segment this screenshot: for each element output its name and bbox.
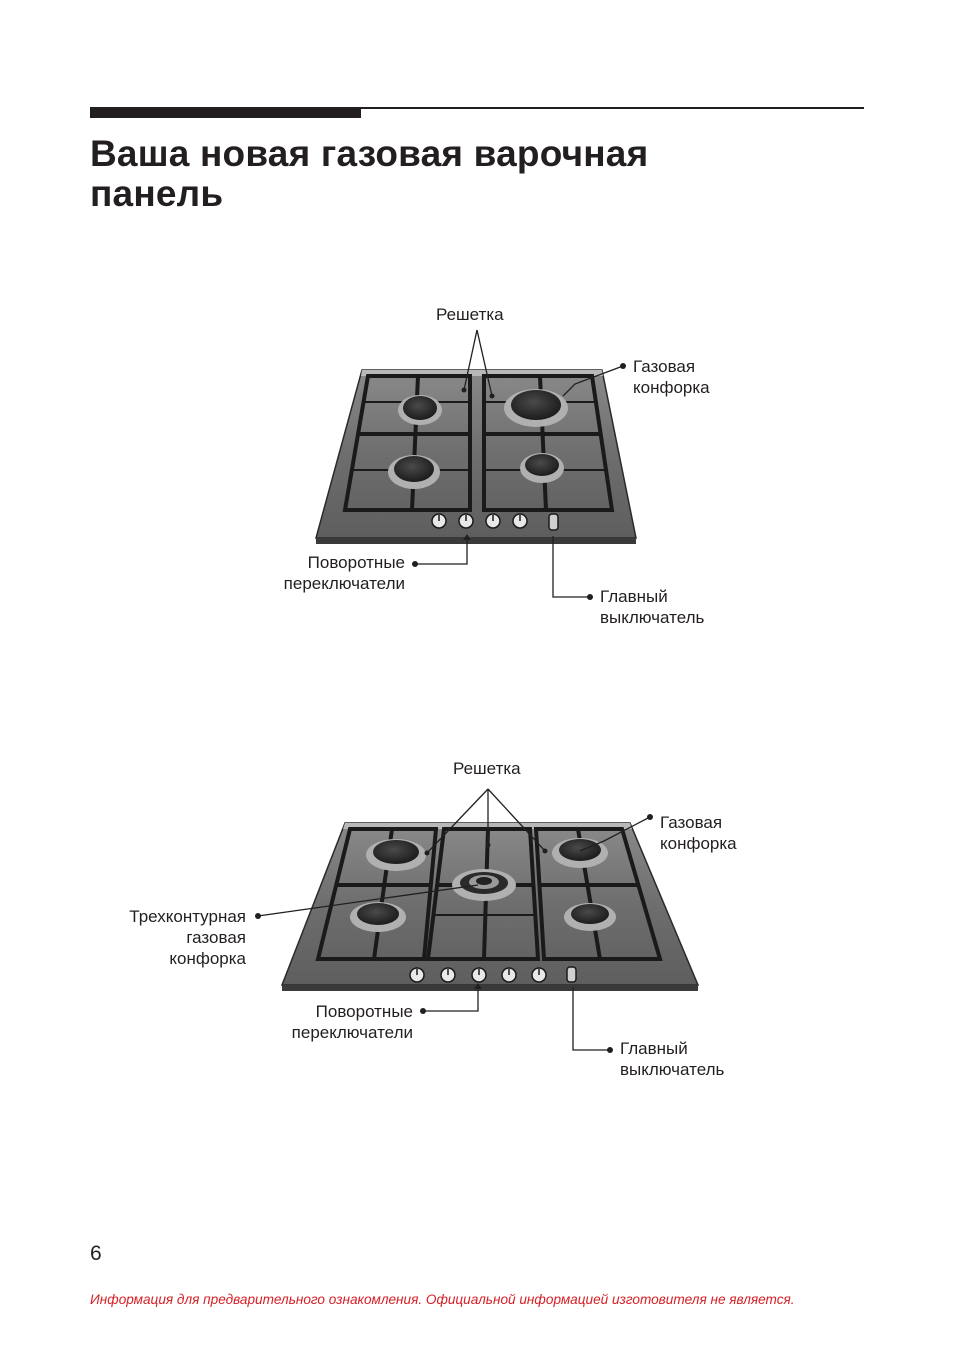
hob-diagram-four-burner bbox=[0, 290, 954, 650]
knob-1 bbox=[410, 968, 424, 982]
knob-5 bbox=[532, 968, 546, 982]
page-title-line-2: панель bbox=[90, 173, 224, 214]
burner-front-right bbox=[564, 903, 616, 931]
label-main-switch-bottom-line-2: выключатель bbox=[620, 1060, 725, 1079]
knob-1 bbox=[432, 514, 446, 528]
label-gas-burner-top-line-2: конфорка bbox=[633, 378, 710, 397]
knob-2 bbox=[459, 514, 473, 528]
page-number: 6 bbox=[90, 1242, 102, 1265]
knob-4 bbox=[502, 968, 516, 982]
burner-triple-ring bbox=[452, 869, 516, 901]
burner-front-left bbox=[388, 455, 440, 489]
label-gas-burner-bottom-line-1: Газовая bbox=[660, 813, 723, 832]
label-knobs-bottom-line-1: Поворотные bbox=[315, 1002, 413, 1021]
burner-rear-left bbox=[398, 395, 442, 425]
label-triple-burner-line-2: газовая bbox=[186, 928, 246, 947]
knob-2 bbox=[441, 968, 455, 982]
label-main-switch-bottom bbox=[620, 1038, 724, 1080]
burner-front-left bbox=[350, 902, 406, 932]
page-title-line-1: Ваша новая газовая варочная bbox=[90, 133, 649, 174]
disclaimer: Информация для предварительного ознакомления. Официальной информацией изготовителя не является. bbox=[90, 1292, 795, 1307]
label-main-switch-bottom-line-1: Главный bbox=[620, 1039, 688, 1058]
burner-rear-left bbox=[366, 839, 426, 871]
burner-front-right bbox=[520, 453, 564, 483]
label-knobs-top-line-2: переключатели bbox=[283, 574, 405, 593]
label-knobs-top-line-1: Поворотные bbox=[307, 553, 405, 572]
main-switch bbox=[567, 967, 576, 982]
main-switch bbox=[549, 514, 558, 530]
knob-4 bbox=[513, 514, 527, 528]
label-main-switch-top-line-1: Главный bbox=[600, 587, 668, 606]
label-gas-burner-top-line-1: Газовая bbox=[633, 357, 696, 376]
header-rule-thick bbox=[90, 109, 361, 118]
label-knobs-bottom-line-2: переключатели bbox=[291, 1023, 413, 1042]
label-knobs-top bbox=[255, 552, 405, 594]
label-main-switch-top bbox=[600, 586, 704, 628]
label-gas-burner-bottom-line-2: конфорка bbox=[660, 834, 737, 853]
page-title bbox=[90, 134, 648, 214]
label-knobs-bottom bbox=[263, 1001, 413, 1043]
knob-3 bbox=[472, 968, 486, 982]
knob-3 bbox=[486, 514, 500, 528]
hob-illustration-four-burner bbox=[0, 290, 954, 650]
label-triple-burner-line-3: конфорка bbox=[169, 949, 246, 968]
label-main-switch-top-line-2: выключатель bbox=[600, 608, 705, 627]
burner-rear-right-large bbox=[504, 389, 568, 427]
label-triple-burner-line-1: Трехконтурная bbox=[129, 907, 246, 926]
label-triple-burner bbox=[96, 906, 246, 969]
label-grate-top: Решетка bbox=[436, 305, 504, 324]
label-gas-burner-bottom bbox=[660, 812, 737, 854]
label-gas-burner-top bbox=[633, 356, 710, 398]
label-grate-bottom: Решетка bbox=[453, 759, 521, 778]
hob-diagram-five-burner bbox=[0, 745, 954, 1095]
